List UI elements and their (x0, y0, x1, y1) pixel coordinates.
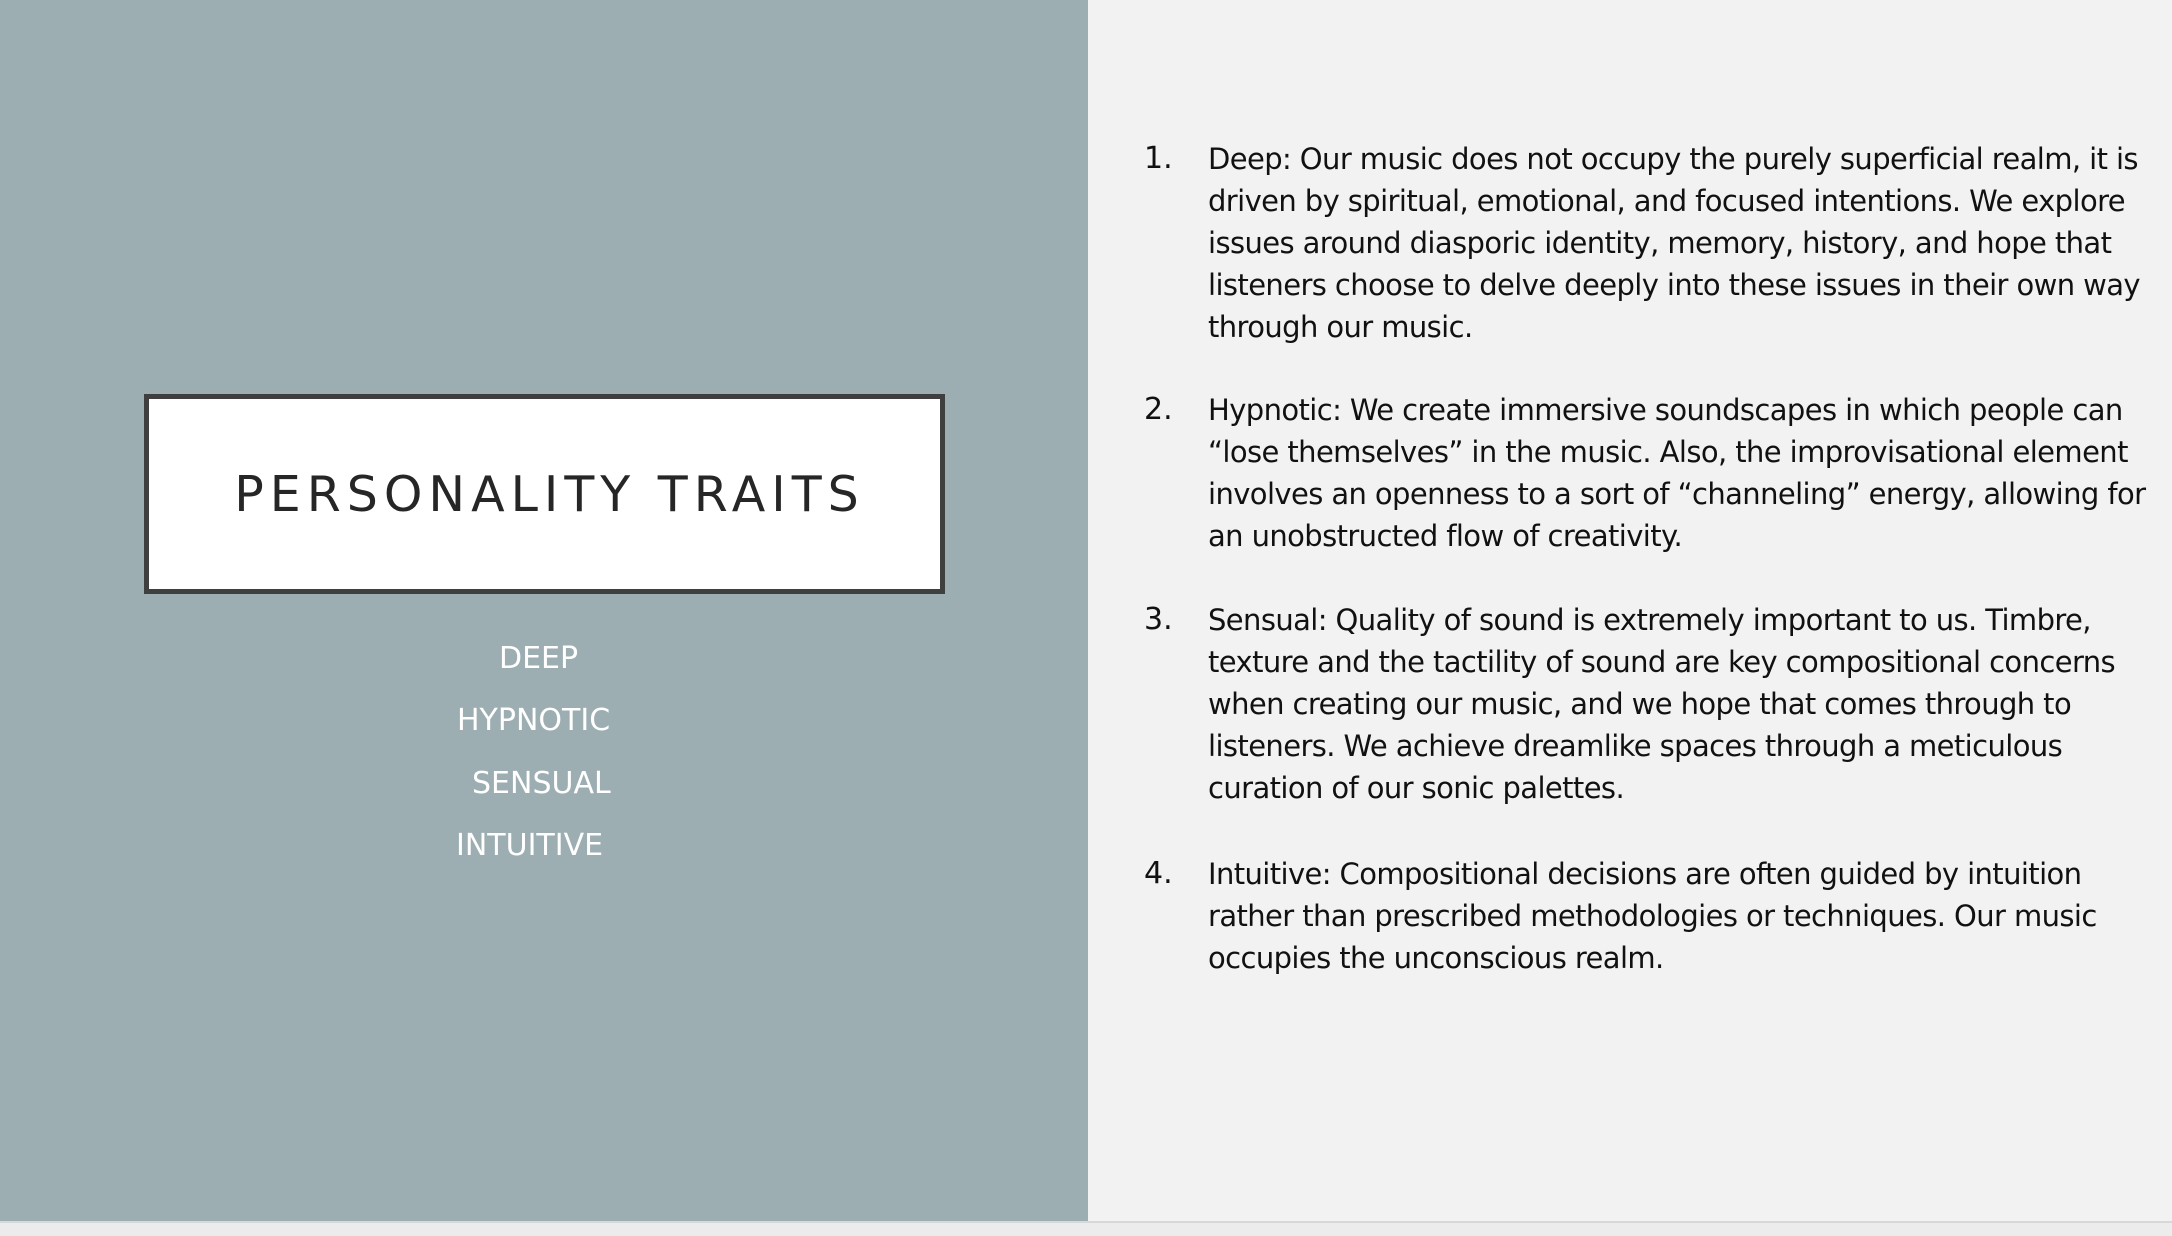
list-item-number: 3. (1144, 602, 1173, 637)
slide-title: PERSONALITY TRAITS (234, 465, 865, 523)
right-panel (1088, 0, 2172, 1221)
trait-hypnotic: HYPNOTIC (457, 703, 611, 738)
list-item-text: Sensual: Quality of sound is extremely important to us. Timbre, texture and the tactility of sound are key compositional concerns when creating our music, and we hope that comes through to listeners. We achieve dreamlike spaces through a meticulous curation of our sonic palettes. (1208, 603, 2116, 805)
list-item-number: 2. (1144, 392, 1173, 427)
list-item-text: Hypnotic: We create immersive soundscapes in which people can “lose themselves” in the music. Also, the improvisational element involves an openness to a sort of “channeling” energy, allowing for an unobstructed flow of creativity. (1208, 393, 2146, 553)
list-item-text: Deep: Our music does not occupy the purely superficial realm, it is driven by spiritual, emotional, and focused intentions. We explore issues around diasporic identity, memory, history, and hope that listeners choose to delve deeply into these issues in their own way through our music. (1208, 142, 2140, 344)
trait-sensual: SENSUAL (472, 766, 611, 801)
list-item-number: 4. (1144, 856, 1173, 891)
trait-intuitive: INTUITIVE (456, 828, 604, 863)
trait-deep: DEEP (499, 641, 579, 676)
title-box (144, 394, 945, 594)
left-panel (0, 0, 1088, 1221)
bottom-bar (0, 1221, 2172, 1236)
list-item-number: 1. (1144, 141, 1173, 176)
list-item-text: Intuitive: Compositional decisions are often guided by intuition rather than prescribed methodologies or techniques. Our music occupies the unconscious realm. (1208, 857, 2097, 975)
